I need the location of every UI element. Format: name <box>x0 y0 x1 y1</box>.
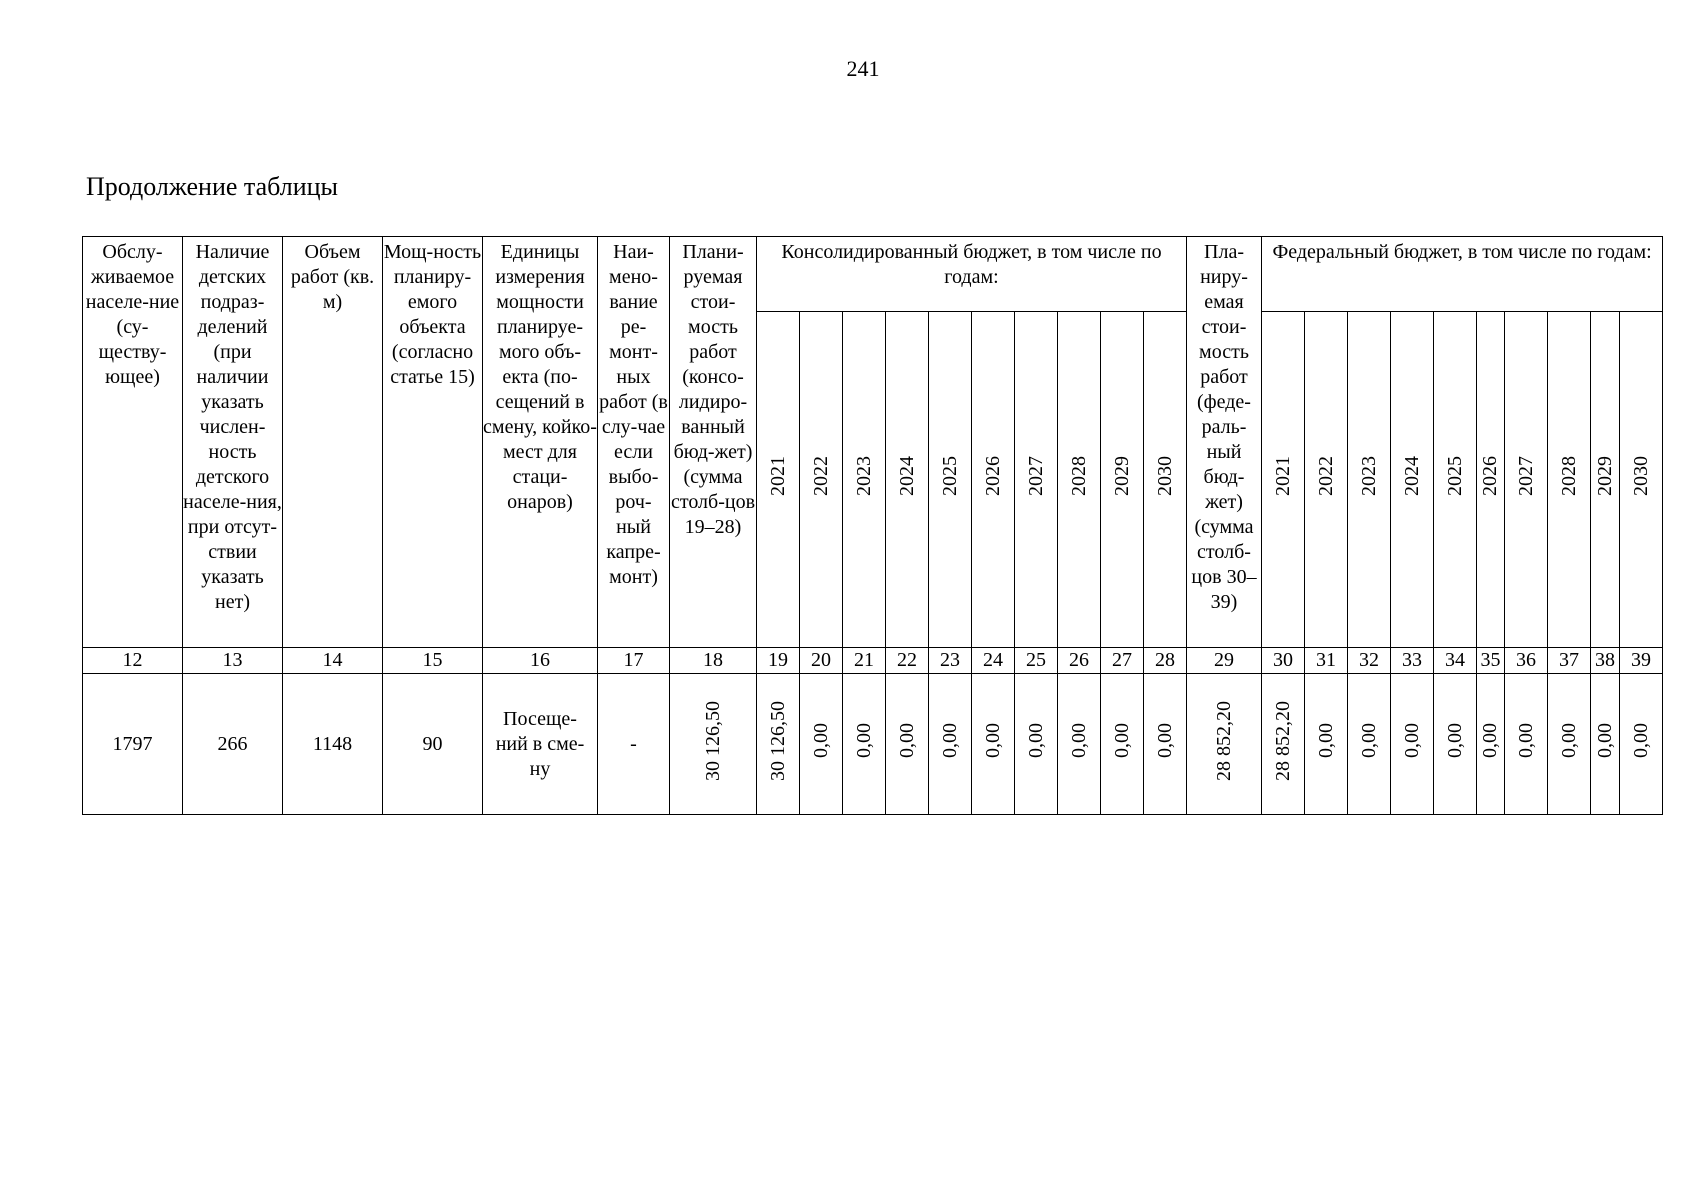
column-number: 13 <box>183 648 283 674</box>
column-number: 38 <box>1591 648 1620 674</box>
column-number: 31 <box>1305 648 1348 674</box>
header-repair-works: Наи-мено-вание ре-монт-ных работ (в слу-чае если выбо-роч-ный капре-монт) <box>598 237 670 648</box>
cell-work-volume: 1148 <box>283 674 383 815</box>
header-federal-budget: Федеральный бюджет, в том числе по годам: <box>1262 237 1663 312</box>
year-header: 2030 <box>1620 312 1663 648</box>
cell-federal-year: 0,00 <box>1505 674 1548 815</box>
year-header: 2027 <box>1505 312 1548 648</box>
column-number: 30 <box>1262 648 1305 674</box>
cell-consolidated-year: 0,00 <box>886 674 929 815</box>
cell-federal-year: 0,00 <box>1620 674 1663 815</box>
table-caption: Продолжение таблицы <box>86 172 338 201</box>
year-header: 2024 <box>1391 312 1434 648</box>
header-planned-cost-consolidated: Плани-руемая стои-мость работ (консо-лидиро-ванный бюд-жет) (сумма столб-цов 19–28) <box>670 237 757 648</box>
year-header: 2027 <box>1015 312 1058 648</box>
column-number: 23 <box>929 648 972 674</box>
year-header: 2021 <box>1262 312 1305 648</box>
cell-consolidated-year: 0,00 <box>1144 674 1187 815</box>
cell-consolidated-year: 30 126,50 <box>757 674 800 815</box>
year-header: 2022 <box>800 312 843 648</box>
cell-consolidated-year: 0,00 <box>843 674 886 815</box>
page-number: 241 <box>846 56 880 81</box>
budget-table <box>82 236 1663 815</box>
column-number: 16 <box>483 648 598 674</box>
header-row <box>83 237 1663 312</box>
year-header: 2025 <box>1434 312 1477 648</box>
cell-capacity: 90 <box>383 674 483 815</box>
column-number: 26 <box>1058 648 1101 674</box>
column-number: 24 <box>972 648 1015 674</box>
column-number: 12 <box>83 648 183 674</box>
column-number: 27 <box>1101 648 1144 674</box>
column-number: 32 <box>1348 648 1391 674</box>
column-number: 34 <box>1434 648 1477 674</box>
column-number: 22 <box>886 648 929 674</box>
cell-repair-works: - <box>598 674 670 815</box>
header-capacity-units: Единицы измерения мощности планируе-мого объ-екта (по-сещений в смену, койко-мест для стаци-онаров) <box>483 237 598 648</box>
column-number-row <box>83 648 1663 674</box>
cell-capacity-units: Посеще-ний в сме-ну <box>483 674 598 815</box>
column-number: 17 <box>598 648 670 674</box>
cell-served-population: 1797 <box>83 674 183 815</box>
year-header: 2021 <box>757 312 800 648</box>
cell-planned-cost-federal: 28 852,20 <box>1187 674 1262 815</box>
cell-consolidated-year: 0,00 <box>929 674 972 815</box>
cell-planned-cost-consolidated: 30 126,50 <box>670 674 757 815</box>
cell-federal-year: 0,00 <box>1348 674 1391 815</box>
year-header: 2025 <box>929 312 972 648</box>
column-number: 14 <box>283 648 383 674</box>
year-header: 2029 <box>1101 312 1144 648</box>
cell-federal-year: 0,00 <box>1548 674 1591 815</box>
column-number: 25 <box>1015 648 1058 674</box>
column-number: 20 <box>800 648 843 674</box>
header-work-volume: Объем работ (кв. м) <box>283 237 383 648</box>
year-header: 2026 <box>1477 312 1505 648</box>
column-number: 18 <box>670 648 757 674</box>
table-row <box>83 674 1663 815</box>
header-served-population: Обслу-живаемое населе-ние (су-ществу-ющее) <box>83 237 183 648</box>
cell-federal-year: 28 852,20 <box>1262 674 1305 815</box>
cell-federal-year: 0,00 <box>1391 674 1434 815</box>
cell-consolidated-year: 0,00 <box>1058 674 1101 815</box>
column-number: 15 <box>383 648 483 674</box>
cell-consolidated-year: 0,00 <box>1015 674 1058 815</box>
column-number: 36 <box>1505 648 1548 674</box>
cell-federal-year: 0,00 <box>1434 674 1477 815</box>
cell-consolidated-year: 0,00 <box>1101 674 1144 815</box>
cell-children-units: 266 <box>183 674 283 815</box>
column-number: 28 <box>1144 648 1187 674</box>
header-consolidated-budget: Консолидированный бюджет, в том числе по годам: <box>757 237 1187 312</box>
column-number: 19 <box>757 648 800 674</box>
cell-consolidated-year: 0,00 <box>972 674 1015 815</box>
year-header: 2024 <box>886 312 929 648</box>
year-header: 2029 <box>1591 312 1620 648</box>
header-capacity: Мощ-ность планиру-емого объекта (согласно статье 15) <box>383 237 483 648</box>
column-number: 39 <box>1620 648 1663 674</box>
year-header: 2022 <box>1305 312 1348 648</box>
year-header: 2028 <box>1548 312 1591 648</box>
header-planned-cost-federal: Пла-ниру-емая стои-мость работ (феде-раль-ный бюд-жет) (сумма столб-цов 30–39) <box>1187 237 1262 648</box>
year-header: 2023 <box>843 312 886 648</box>
column-number: 33 <box>1391 648 1434 674</box>
year-header: 2028 <box>1058 312 1101 648</box>
year-header: 2030 <box>1144 312 1187 648</box>
column-number: 37 <box>1548 648 1591 674</box>
year-header: 2023 <box>1348 312 1391 648</box>
header-children-units: Наличие детских подраз-делений (при наличии указать числен-ность детского населе-ния, при отсут-ствии указать нет) <box>183 237 283 648</box>
column-number: 35 <box>1477 648 1505 674</box>
cell-consolidated-year: 0,00 <box>800 674 843 815</box>
column-number: 29 <box>1187 648 1262 674</box>
year-header: 2026 <box>972 312 1015 648</box>
cell-federal-year: 0,00 <box>1477 674 1505 815</box>
cell-federal-year: 0,00 <box>1305 674 1348 815</box>
column-number: 21 <box>843 648 886 674</box>
cell-federal-year: 0,00 <box>1591 674 1620 815</box>
